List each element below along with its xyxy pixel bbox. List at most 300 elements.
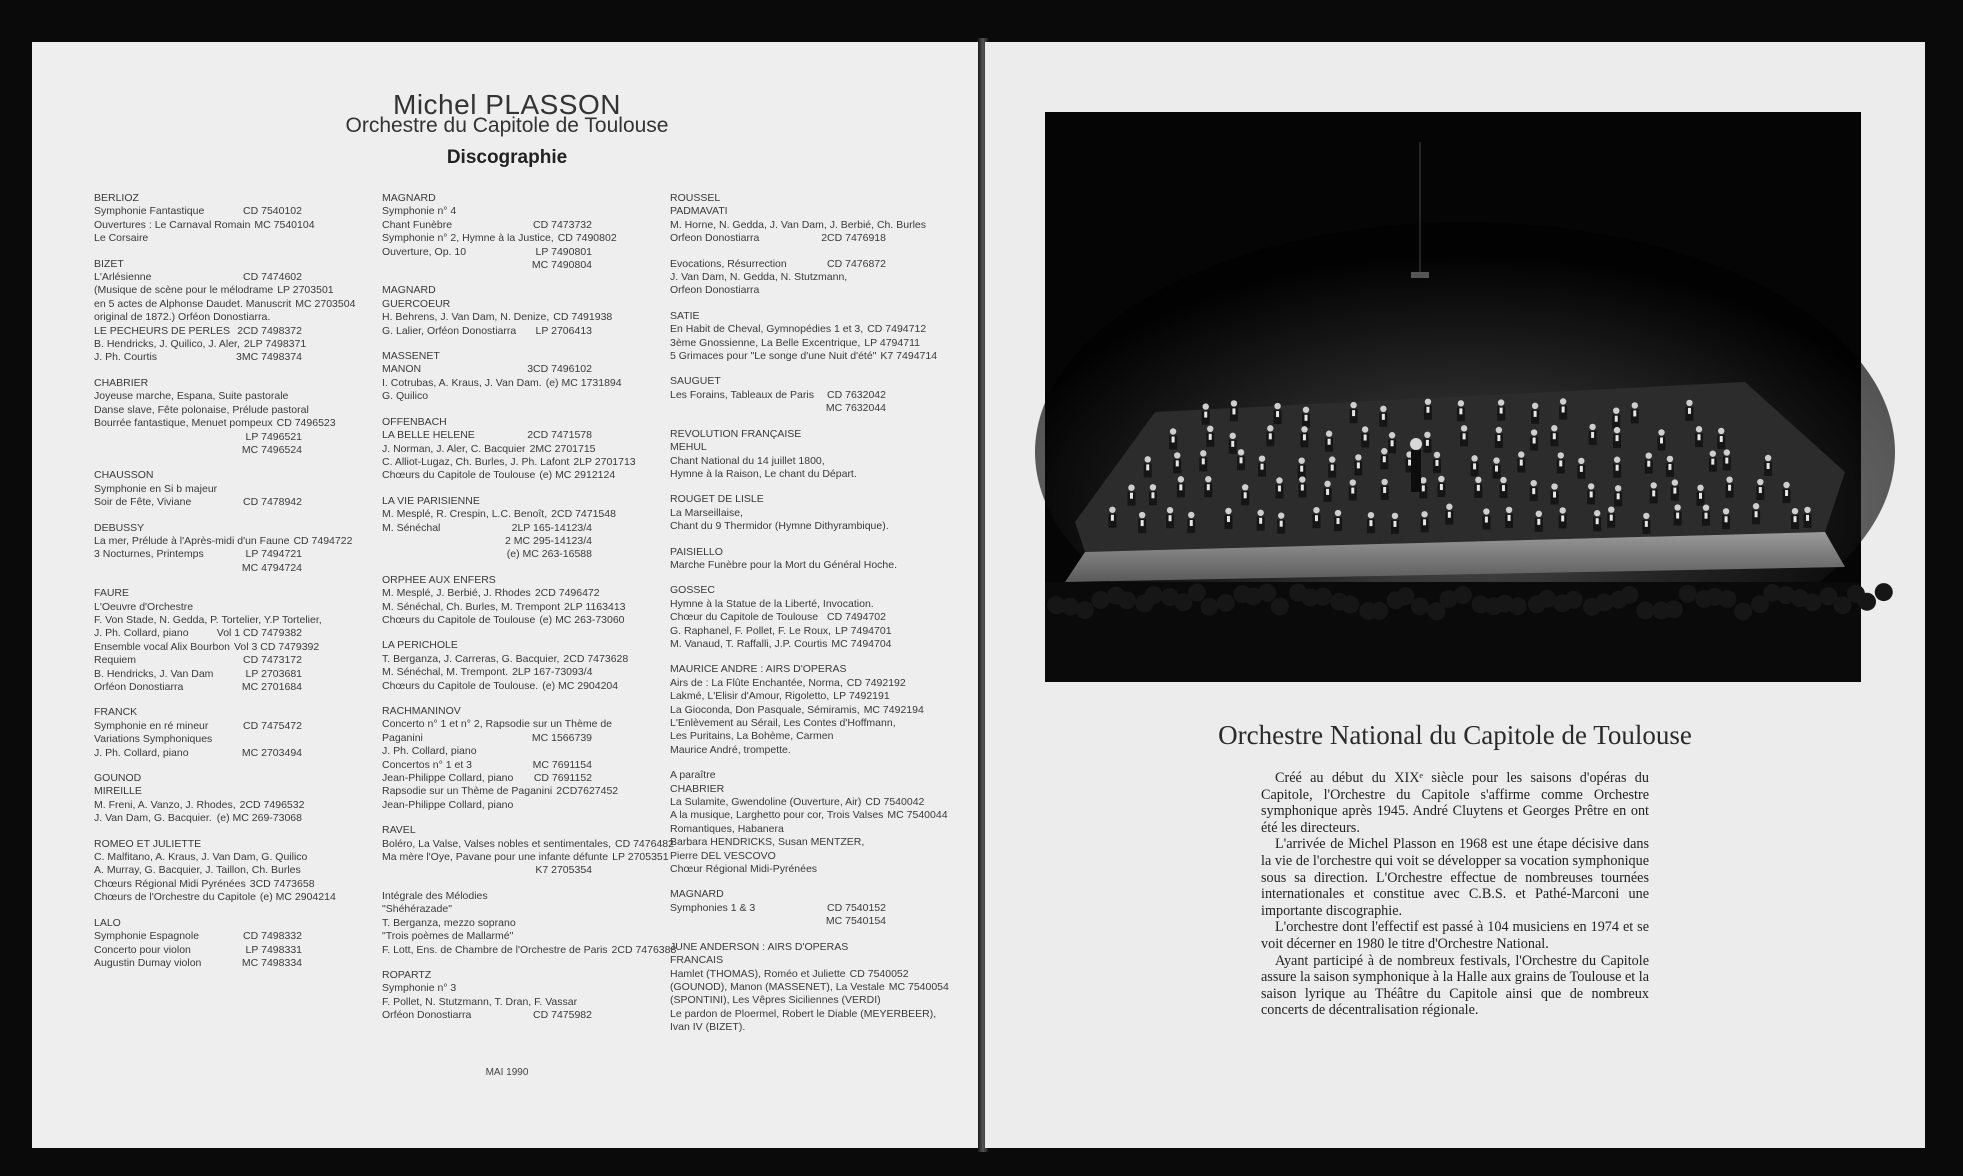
discography-entry	[382, 969, 592, 1023]
recording-title: La Gioconda, Don Pasquale, Sémiramis,	[670, 703, 860, 716]
recording-line	[94, 297, 356, 311]
catalog-number: Vol 1 CD 7479382	[216, 627, 302, 640]
recording-line	[94, 930, 302, 943]
recording-line	[382, 772, 592, 785]
recording-line	[382, 785, 619, 798]
composer-name: FRANCK	[94, 706, 138, 719]
recording-line	[670, 468, 886, 481]
recording-title: "Shéhérazade"	[382, 903, 452, 916]
catalog-number	[882, 284, 886, 297]
composer-name: REVOLUTION FRANÇAISE	[670, 427, 802, 440]
history-paragraph: L'orchestre dont l'effectif est passé à 104 musiciens en 1974 et se voit décerner en 1980 le titre d'Orchestre National.	[1261, 919, 1649, 952]
composer-name: ORPHEE AUX ENFERS	[382, 573, 496, 586]
discography-entry	[382, 415, 636, 483]
history-paragraph: L'arrivée de Michel Plasson en 1968 est une étape décisive dans la vie de l'orchestre qui voit se développer sa vocation symphonique sous sa direction. L'Orchestre effectue de nombreuses tournées internationales et constitue avec C.B.S. et Pathé-Marconi une importante discographie.	[1261, 836, 1649, 919]
recording-line	[94, 325, 302, 338]
footer-date: MAI 1990	[485, 1067, 529, 1078]
recording-line	[94, 496, 302, 509]
composer-name: SAUGUET	[670, 375, 721, 388]
discography-entry	[670, 428, 886, 482]
recording-title: (Musique de scène pour le mélodrame	[94, 284, 274, 297]
recording-line	[94, 891, 336, 904]
recording-line	[382, 325, 592, 338]
catalog-number: MC 2701684	[241, 681, 302, 693]
recording-title: J. Van Dam, N. Gedda, N. Stutzmann,	[670, 271, 848, 284]
section-title: Discographie	[446, 147, 568, 168]
catalog-number: (e) MC 2904204	[542, 679, 619, 692]
recording-title: Le pardon de Ploermel, Robert le Diable (MEYERBEER),	[670, 1007, 937, 1020]
recording-title: Boléro, La Valse, Valses nobles et sentimentales,	[382, 837, 611, 850]
recording-title: LA BELLE HELENE	[382, 429, 475, 442]
catalog-number: CD 7475472	[243, 719, 302, 732]
recording-title: Chœurs Régional Midi Pyrénées	[94, 877, 246, 890]
recording-title: Hymne à la Statue de la Liberté, Invocation.	[670, 597, 874, 610]
recording-line	[94, 444, 302, 457]
catalog-number: 2 MC 295-14123/4	[505, 534, 592, 547]
recording-title: Evocations, Résurrection	[670, 257, 787, 270]
recording-line	[94, 720, 302, 733]
catalog-number	[882, 205, 886, 218]
recording-title: M. Horne, N. Gedda, J. Van Dam, J. Berbié, Ch. Burles	[670, 218, 926, 231]
catalog-number	[882, 823, 886, 836]
recording-title: Ivan IV (BIZET).	[670, 1021, 746, 1034]
recording-title: J. Ph. Courtis	[94, 351, 158, 364]
recording-line	[94, 205, 302, 218]
composer-name: FAURE	[94, 587, 130, 600]
catalog-number: LP 7498331	[245, 943, 302, 956]
catalog-number: CD 7540152	[827, 901, 886, 914]
recording-title: MEHUL	[670, 441, 707, 454]
discography-entry	[382, 494, 616, 562]
composer-name: ROPARTZ	[382, 968, 432, 981]
catalog-number: CD 7476872	[827, 257, 886, 270]
composer-name: A paraître	[670, 769, 716, 782]
catalog-number	[612, 718, 616, 731]
recording-title: M. Mesplé, J. Berbié, J. Rhodes	[382, 587, 531, 600]
recording-line	[94, 390, 302, 403]
recording-title: J. Ph. Collard, piano	[382, 745, 477, 758]
recording-line	[94, 562, 302, 575]
catalog-number: K7 7494714	[880, 350, 938, 363]
catalog-number: MC 7496524	[241, 443, 302, 456]
recording-line	[670, 507, 886, 520]
composer-name: LALO	[94, 916, 121, 929]
recording-title: T. Berganza, J. Carreras, G. Bacquier,	[382, 652, 560, 665]
recording-title: (SPONTINI), Les Vêpres Siciliennes (VERDI)	[670, 994, 881, 1007]
recording-line	[382, 600, 626, 614]
catalog-number: CD 7494702	[827, 611, 886, 624]
catalog-number: (e) MC 2912124	[539, 469, 616, 482]
recording-line	[670, 980, 949, 994]
catalog-number	[307, 851, 311, 864]
catalog-number: CD 7540052	[849, 967, 909, 980]
discography-entry	[382, 889, 677, 957]
catalog-number: 2LP 165-14123/4	[511, 521, 592, 534]
discography-entry	[94, 772, 305, 826]
recording-line	[670, 717, 896, 730]
recording-title: Chant du 9 Thermidor (Hymne Dithyrambique).	[670, 520, 889, 533]
page-title: Michel PLASSON	[393, 89, 621, 120]
recording-line	[382, 666, 592, 679]
recording-line	[670, 744, 886, 757]
recording-title: La Marseillaise,	[670, 506, 743, 519]
page-subtitle: Orchestre du Capitole de Toulouse	[345, 114, 669, 137]
recording-title: Symphonie n° 3	[382, 982, 457, 995]
recording-line	[94, 613, 322, 627]
discography-entry	[670, 258, 886, 298]
recording-title: M. Vanaud, T. Raffalli, J.P. Courtis	[670, 637, 828, 650]
catalog-number	[882, 468, 886, 481]
recording-line	[382, 535, 592, 548]
recording-title: J. Van Dam, G. Bacquier.	[94, 812, 212, 825]
composer-name: RAVEL	[382, 824, 416, 837]
catalog-number: LP 7490801	[535, 245, 592, 258]
recording-line	[670, 232, 886, 245]
catalog-number: CD 7498332	[243, 930, 302, 943]
catalog-number: CD 7494712	[867, 323, 927, 336]
recording-line	[382, 205, 592, 218]
recording-title: Pierre DEL VESCOVO	[670, 849, 776, 862]
recording-line	[94, 232, 302, 245]
catalog-number	[588, 745, 592, 758]
recording-line	[670, 783, 886, 796]
history-paragraph: Créé au début du XIXᵉ siècle pour les saisons d'opéras du Capitole, l'Orchestre du Capitole s'affirme comme Orchestre symphonique après 1945. André Cluytens et Georges Prêtre en ont été les directeurs.	[1261, 770, 1649, 836]
composer-name: RACHMANINOV	[382, 705, 461, 717]
composer-name: MAGNARD	[382, 284, 436, 297]
catalog-number: CD 7473172	[243, 654, 302, 667]
discography-entry	[670, 375, 886, 415]
catalog-number	[882, 863, 886, 876]
discography-column-1	[94, 192, 356, 982]
composer-name: BERLIOZ	[94, 192, 139, 204]
recording-line	[94, 681, 302, 694]
recording-title: L'Oeuvre d'Orchestre	[94, 600, 194, 613]
recording-line	[670, 284, 886, 297]
composer-name: DEBUSSY	[94, 521, 145, 534]
orchestra-history-text	[1261, 770, 1649, 1019]
recording-line	[94, 417, 336, 430]
recording-title: G. Quilico	[382, 390, 429, 403]
catalog-number	[309, 404, 313, 417]
recording-title: A. Murray, G. Bacquier, J. Taillon, Ch. Burles	[94, 864, 301, 877]
recording-line	[670, 703, 924, 717]
recording-line	[382, 246, 592, 259]
catalog-number: LP 4794711	[864, 336, 920, 349]
composer-name: MAGNARD	[382, 192, 436, 204]
recording-line	[670, 323, 927, 336]
recording-line	[94, 534, 353, 548]
recording-title: F. Von Stade, N. Gedda, P. Tortelier, Y.P Tortelier,	[94, 613, 322, 626]
recording-title: Bourrée fantastique, Menuet pompeux	[94, 417, 273, 430]
recording-title: Chant Funèbre	[382, 218, 453, 231]
catalog-number: 2CD 7476918	[821, 232, 886, 245]
catalog-number	[926, 219, 930, 232]
recording-title: J. Ph. Collard, piano	[94, 746, 189, 759]
discography-entry	[670, 545, 898, 573]
recording-title: Symphonie en ré mineur	[94, 719, 209, 732]
recording-line	[94, 798, 305, 812]
catalog-number: CD 7691152	[533, 772, 592, 785]
catalog-number: CD 7540102	[243, 205, 302, 218]
recording-title: Symphonie en Si b majeur	[94, 482, 218, 495]
catalog-number: CD 7494722	[293, 534, 353, 547]
recording-line	[382, 837, 674, 851]
catalog-number: 2LP 167-73093/4	[512, 666, 593, 679]
discography-entry	[94, 706, 302, 760]
catalog-number: 2MC 2701715	[529, 442, 596, 455]
catalog-number: MC 7540154	[825, 915, 886, 928]
recording-title: Ouvertures : Le Carnaval Romain	[94, 218, 251, 231]
recording-title: Orfeon Donostiarra	[670, 232, 760, 245]
catalog-number	[298, 483, 302, 496]
recording-title: Ma mère l'Oye, Pavane pour une infante défunte	[382, 851, 609, 864]
recording-line	[382, 376, 622, 390]
recording-title: Rapsodie sur un Thème de Paganini	[382, 785, 553, 798]
catalog-number: MC 7494704	[831, 637, 892, 650]
catalog-number: MC 7540044	[887, 809, 948, 822]
recording-title: Marche Funèbre pour la Mort du Général Hoche.	[670, 558, 898, 571]
composer-name: ROMEO ET JULIETTE	[94, 837, 202, 850]
catalog-number	[588, 799, 592, 812]
catalog-number	[588, 996, 592, 1009]
discography-entry	[382, 705, 619, 812]
recording-line	[670, 611, 886, 624]
catalog-number	[882, 730, 886, 743]
recording-line	[382, 851, 669, 864]
recording-line	[382, 232, 617, 245]
recording-line	[670, 637, 892, 651]
catalog-number: (e) MC 269-73068	[216, 812, 302, 825]
catalog-number	[882, 455, 886, 468]
recording-line	[94, 483, 302, 496]
discography-entry	[94, 917, 302, 971]
recording-title: Paganini	[382, 731, 423, 744]
recording-line	[94, 654, 302, 667]
composer-name: SATIE	[670, 309, 700, 322]
catalog-number	[588, 903, 592, 916]
catalog-number	[897, 559, 901, 572]
catalog-number: 3CD 7496102	[527, 363, 592, 376]
recording-title: F. Pollet, N. Stutzmann, T. Dran, F. Vassar	[382, 995, 578, 1008]
recording-line	[670, 1021, 886, 1034]
discography-entry	[94, 587, 322, 694]
recording-title: Symphonies 1 & 3	[670, 901, 756, 914]
catalog-number: MC 2703504	[295, 297, 356, 310]
catalog-number: MC 1566739	[531, 731, 592, 744]
recording-line	[382, 455, 636, 469]
recording-line	[382, 943, 677, 957]
discography-column-3	[670, 192, 949, 1047]
recording-title: Chœur du Capitole de Toulouse	[670, 611, 819, 624]
catalog-number: MC 7492194	[863, 703, 924, 716]
recording-title: M. Freni, A. Vanzo, J. Rhodes,	[94, 798, 236, 811]
discography-entry	[94, 521, 353, 576]
catalog-number: CD 7478942	[243, 496, 302, 509]
discography-entry	[94, 192, 315, 246]
catalog-number	[882, 850, 886, 863]
recording-title: J. Ph. Collard, piano	[94, 627, 189, 640]
catalog-number: LP 2703681	[245, 667, 302, 680]
recording-line	[94, 812, 302, 825]
recording-line	[94, 284, 334, 297]
catalog-number: MC 7540054	[888, 980, 949, 993]
recording-line	[382, 652, 629, 666]
recording-line	[382, 1009, 592, 1022]
composer-name: LA VIE PARISIENNE	[382, 494, 480, 507]
catalog-number	[588, 298, 592, 311]
discography-entry	[670, 769, 948, 876]
recording-line	[670, 730, 886, 743]
catalog-number	[322, 614, 326, 627]
composer-name: LA PERICHOLE	[382, 639, 458, 652]
recording-line	[382, 679, 619, 693]
catalog-number: 2CD7627452	[556, 785, 619, 798]
discography-entry	[94, 469, 302, 509]
catalog-number: CD 7496523	[276, 417, 336, 430]
left-page	[32, 42, 982, 1148]
recording-title: MIREILLE	[94, 785, 142, 798]
recording-line	[94, 957, 302, 970]
recording-title: Symphonie Fantastique	[94, 205, 205, 218]
discography-entry	[670, 192, 926, 246]
recording-line	[382, 917, 592, 930]
recording-title: Ensemble vocal Alix Bourbon	[94, 640, 230, 653]
recording-line	[382, 259, 592, 272]
recording-title: La mer, Prélude à l'Après-midi d'un Faune	[94, 534, 290, 547]
recording-title: Orféon Donostiarra	[94, 681, 184, 693]
recording-line	[94, 877, 315, 891]
recording-line	[670, 809, 948, 822]
catalog-number	[588, 390, 592, 403]
recording-line	[382, 759, 592, 772]
recording-title: Chœurs de l'Orchestre du Capitole	[94, 891, 256, 904]
catalog-number: CD 7540042	[865, 796, 925, 809]
recording-line	[670, 624, 892, 638]
catalog-number	[882, 441, 886, 454]
recording-line	[382, 508, 616, 521]
catalog-number	[298, 785, 302, 798]
recording-line	[670, 690, 890, 703]
catalog-number: CD 7491938	[553, 311, 613, 324]
catalog-number	[896, 717, 900, 730]
recording-line	[670, 520, 889, 533]
recording-line	[670, 1007, 937, 1021]
composer-name: Intégrale des Mélodies	[382, 889, 488, 902]
recording-title: Chant National du 14 juillet 1800,	[670, 454, 825, 467]
recording-line	[382, 799, 592, 812]
recording-title: Chœurs du Capitole de Toulouse.	[382, 679, 539, 692]
recording-line	[382, 298, 592, 311]
recording-title: Concerto n° 1 et n° 2, Rapsodie sur un Thème de	[382, 718, 613, 731]
recording-line	[382, 363, 592, 376]
recording-title: Joyeuse marche, Espana, Suite pastorale	[94, 390, 289, 403]
recording-title: A la musique, Larghetto pour cor, Trois Valses	[670, 809, 884, 822]
recording-title: Les Forains, Tableaux de Paris	[670, 388, 814, 401]
recording-line	[670, 205, 886, 218]
composer-name: PAISIELLO	[670, 545, 723, 558]
catalog-number: MC 2703494	[241, 746, 302, 759]
recording-title: Ouverture, Op. 10	[382, 245, 467, 258]
catalog-number: MC 7540104	[254, 218, 315, 231]
recording-title: F. Lott, Ens. de Chambre de l'Orchestre de Paris	[382, 943, 608, 956]
catalog-number: LP 7492191	[833, 690, 890, 703]
recording-title: Le Corsaire	[94, 232, 149, 245]
catalog-number	[882, 1021, 886, 1034]
recording-line	[670, 850, 886, 863]
composer-name: GOUNOD	[94, 772, 142, 785]
recording-line	[94, 785, 302, 798]
catalog-number: 2LP 2701713	[573, 455, 636, 468]
discography-entry	[382, 639, 629, 693]
recording-title: B. Hendricks, J. Quilico, J. Aler,	[94, 338, 240, 351]
catalog-number: (e) MC 263-73060	[539, 613, 625, 626]
recording-title: MANON	[382, 363, 422, 376]
recording-line	[382, 996, 592, 1009]
catalog-number: MC 7490804	[531, 259, 592, 272]
recording-line	[94, 431, 302, 444]
recording-title: L'Enlèvement au Sérail, Les Contes d'Hoffmann,	[670, 717, 896, 729]
recording-title: G. Lalier, Orféon Donostiarra	[382, 324, 517, 337]
recording-line	[382, 390, 592, 403]
recording-line	[670, 836, 886, 849]
recording-line	[670, 350, 938, 363]
recording-line	[670, 823, 886, 836]
discography-entry	[670, 309, 938, 364]
recording-line	[670, 218, 926, 232]
recording-line	[382, 469, 616, 482]
recording-line	[670, 402, 886, 415]
catalog-number: MC 7632044	[825, 402, 886, 415]
discography-entry	[670, 584, 892, 651]
recording-title: Barbara HENDRICKS, Susan MENTZER,	[670, 836, 865, 849]
recording-title: Maurice André, trompette.	[670, 743, 791, 756]
composer-name: CHAUSSON	[94, 469, 154, 482]
catalog-number: (e) MC 1731894	[545, 376, 622, 389]
catalog-number: 2CD 7471578	[527, 429, 592, 442]
composer-name: MAURICE ANDRE : AIRS D'OPERAS	[670, 663, 847, 676]
recording-title: Chœurs du Capitole de Toulouse	[382, 469, 536, 482]
recording-line	[670, 558, 898, 572]
catalog-number: 2LP 7498371	[243, 338, 307, 351]
recording-title: L'Arlésienne	[94, 271, 152, 284]
recording-title: I. Cotrubas, A. Kraus, J. Van Dam.	[382, 376, 542, 389]
catalog-number: CD 7474602	[243, 271, 302, 284]
recording-line	[670, 796, 925, 809]
catalog-number: LP 2705351	[612, 851, 669, 864]
catalog-number: (e) MC 263-16588	[506, 548, 592, 561]
recording-line	[94, 548, 302, 561]
recording-title: 3 Nocturnes, Printemps	[94, 548, 204, 561]
recording-title: (GOUNOD), Manon (MASSENET), La Vestale	[670, 980, 885, 993]
recording-title: Variations Symphoniques	[94, 733, 213, 746]
recording-title: "Trois poèmes de Mallarmé"	[382, 930, 514, 943]
recording-line	[670, 994, 886, 1007]
recording-line	[670, 271, 886, 284]
recording-line	[670, 902, 886, 915]
catalog-number: CD 7490802	[557, 232, 617, 245]
recording-title: M. Mesplé, R. Crespin, L.C. Benoît,	[382, 508, 548, 521]
recording-title: Orféon Donostiarra	[382, 1009, 472, 1022]
recording-line	[670, 967, 909, 981]
recording-title: GUERCOEUR	[382, 297, 451, 310]
recording-title: Augustin Dumay violon	[94, 956, 202, 969]
catalog-number: LP 7496521	[245, 430, 302, 443]
catalog-number	[298, 232, 302, 245]
discography-entry	[382, 284, 613, 338]
discography-entry	[382, 573, 626, 628]
recording-title: Soir de Fête, Viviane	[94, 496, 192, 509]
discography-column-2	[382, 192, 677, 1035]
